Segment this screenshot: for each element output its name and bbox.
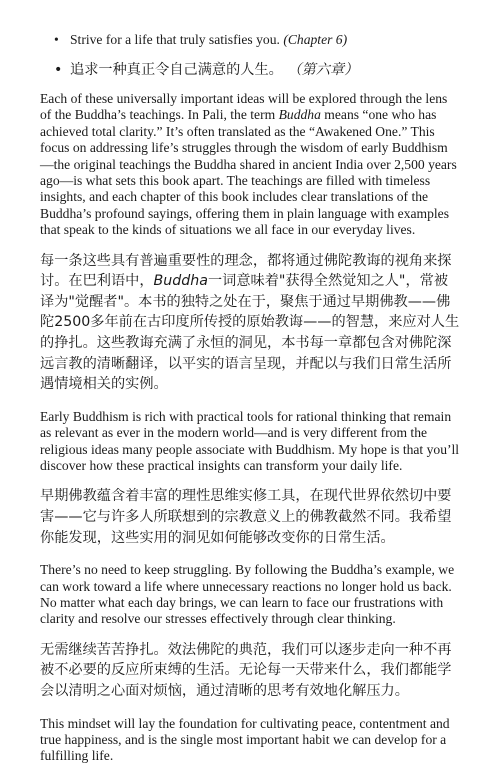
paragraph-text: 一词意味着"获得全然觉知之人"，常被译为"觉醒者"。本书的独特之处在于，聚焦于通过早期佛教——佛陀2500多年前在古印度所传授的原始教诲——的智慧，来应对人生的挣扎。这些教诲充满了永恒的洞见，本书每一章都包含对佛陀深远言教的清晰翻译，以平实的语言呈现，并配以与我们日常生活所遇情境相关的实例。 [40, 273, 460, 393]
bullet-chapter-ref: （第六章） [287, 62, 359, 79]
paragraph-text: 每一条这些具有普遍重要性的理念，都将通过佛陀教诲的视角来探讨。在巴利语中， [40, 252, 452, 290]
bullet-dot-icon: • [54, 32, 59, 47]
paragraph-2-zh: 早期佛教蕴含着丰富的理性思维实修工具，在现代世界依然切中要害——它与许多人所联想到的宗教意义上的佛教截然不同。我希望你能发现，这些实用的洞见如何能够改变你的日常生活。 [40, 488, 452, 546]
paragraph-3-zh: 无需继续苦苦挣扎。效法佛陀的典范，我们可以逐步走向一种不再被不必要的反应所束缚的生活。无论每一天带来什么，我们都能学会以清明之心面对烦恼，通过清晰的思考有效地化解压力。 [40, 641, 452, 700]
bullet-text: Strive for a life that truly satisfies you. [70, 32, 280, 47]
paragraph-text: means “one who has achieved total clarity.” It’s often translated as the “Awakened One.” This focus on addressing life’s struggles through the wisdom of early Buddhism—the original teachings the Buddha shared in ancient India over 2,500 years ago—is what sets this book apart. The teachings are filled with timeless insights, and each chapter of this book includes clear translations of the Buddha’s profound sayings, offering them in plain language with examples that speak to the kinds of situations we all face in our everyday lives. [40, 107, 457, 238]
term-buddha: Buddha [278, 107, 321, 123]
bullet-item-zh [54, 60, 460, 81]
bullet-dot-icon: • [54, 62, 63, 79]
bullet-text: 追求一种真正令自己满意的人生。 [70, 62, 283, 79]
paragraph-4-en: This mindset will lay the foundation for cultivating peace, contentment and true happiness, and is the single most important habit we can develop for a fulfilling life. [40, 715, 450, 764]
paragraph-text: Each of these universally important ideas will be explored through the lens of the Buddha’s teachings. In Pali, the term [40, 91, 448, 123]
bullet-item-en [54, 32, 460, 48]
paragraph-1-zh [40, 251, 460, 395]
paragraph-2-en: Early Buddhism is rich with practical tools for rational thinking that remain as relevant as ever in the modern world—and is very different from the religious ideas many people associate with Buddhism. My hope is that you’ll discover how these practical insights can transform your daily life. [40, 408, 460, 474]
term-buddha: Buddha [153, 273, 208, 290]
paragraph-1-en [40, 91, 460, 239]
paragraph-3-en: There’s no need to keep struggling. By following the Buddha’s example, we can work toward a life where unnecessary reactions no longer hold us back. No matter what each day brings, we can learn to face our frustrations with clarity and resolve our stresses effectively through clear thinking. [40, 562, 455, 627]
chapter-bullet-list [40, 32, 460, 81]
bullet-chapter-ref: (Chapter 6) [283, 32, 348, 47]
